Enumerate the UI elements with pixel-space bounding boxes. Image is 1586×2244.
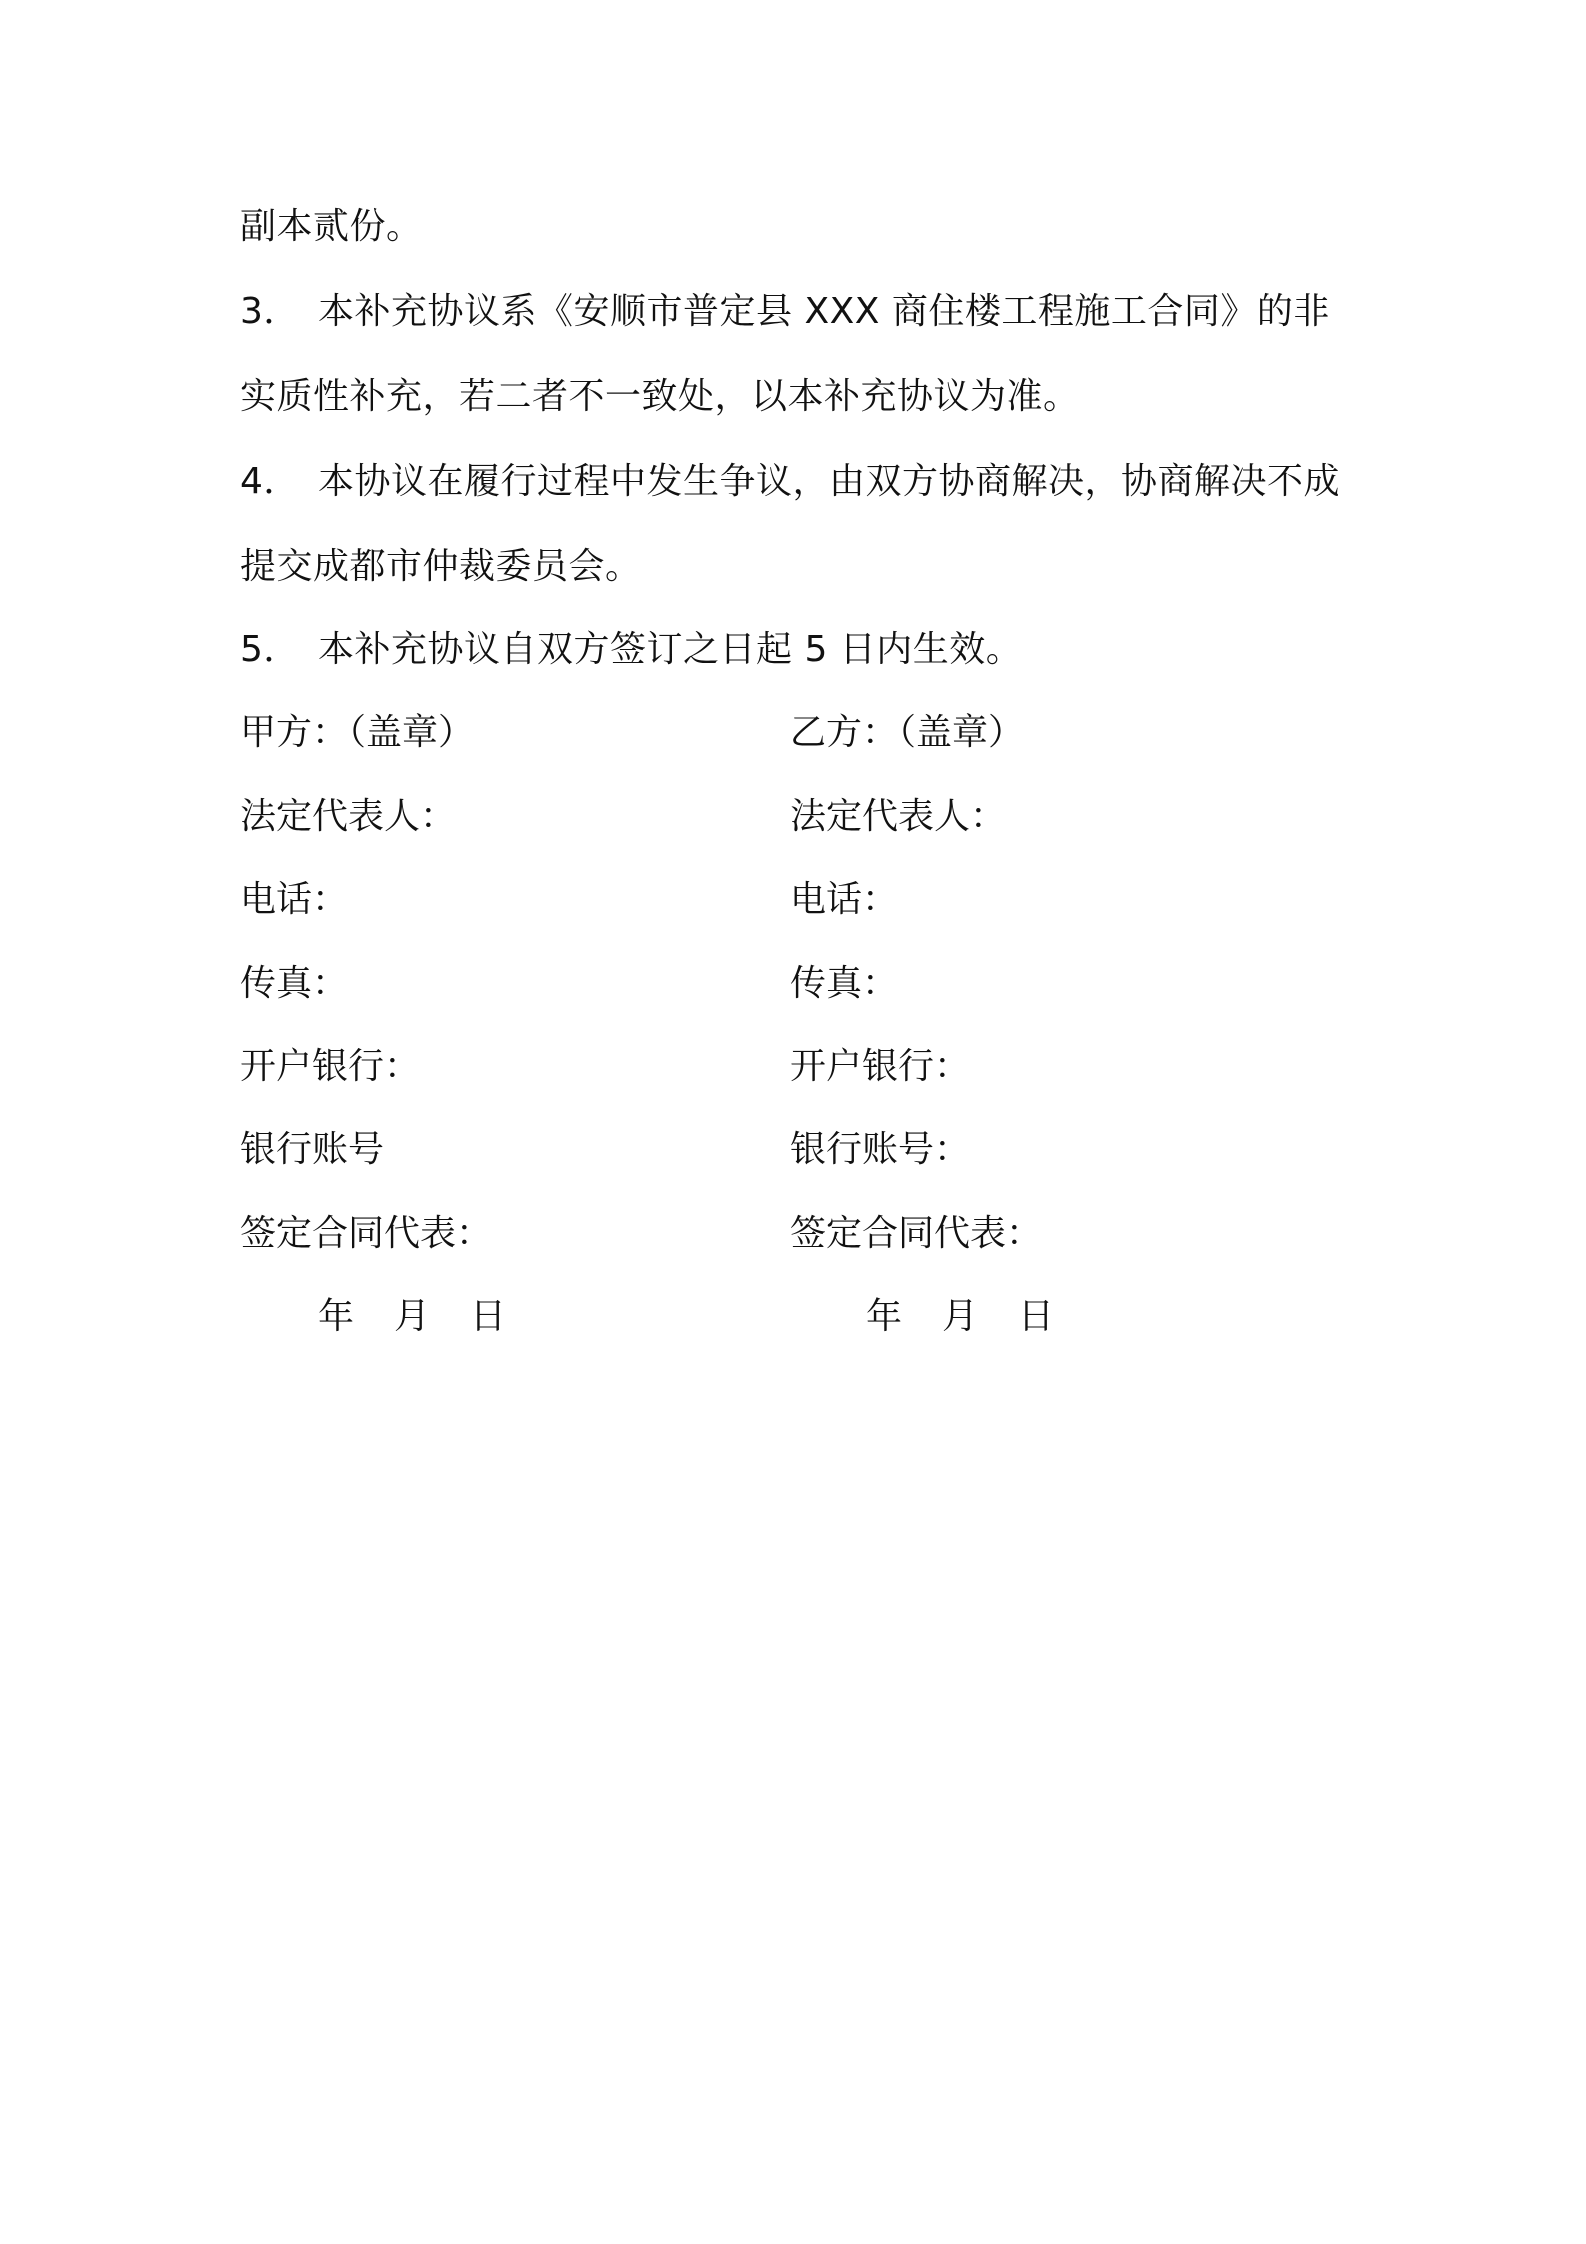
continuation-text: 副本贰份。	[240, 206, 423, 247]
signature-row-bank	[240, 1045, 1346, 1089]
party-a-date-day: 日	[470, 1296, 507, 1337]
party-a-account-label: 银行账号	[240, 1129, 385, 1170]
party-a-date-year: 年	[318, 1296, 355, 1337]
party-a-fax-label: 传真：	[240, 963, 349, 1004]
clause-4-text-1: 本协议在履行过程中发生争议，由双方协商解决，协商解决不成	[318, 461, 1341, 502]
party-b-signer-label: 签定合同代表：	[790, 1213, 1043, 1254]
signature-row-account	[240, 1128, 1346, 1172]
signature-row-legal-rep	[240, 795, 1346, 839]
party-a-signer-label: 签定合同代表：	[240, 1213, 493, 1254]
clause-3-line-2	[240, 375, 1080, 419]
party-b-date	[866, 1295, 1094, 1339]
clause-3-line-1	[240, 290, 1330, 334]
clause-3-text-1: 本补充协议系《安顺市普定县 XXX 商住楼工程施工合同》的非	[318, 291, 1330, 332]
party-b-phone-label: 电话：	[790, 879, 899, 920]
clause-4-text-2: 提交成都市仲裁委员会。	[240, 546, 642, 587]
party-a-date-month: 月	[394, 1296, 431, 1337]
party-b-fax-label: 传真：	[790, 963, 899, 1004]
clause-5-text-1: 本补充协议自双方签订之日起 5 日内生效。	[318, 629, 1023, 670]
clause-5-line-1	[240, 628, 1022, 672]
party-b-account-label: 银行账号：	[790, 1129, 971, 1170]
signature-row-fax	[240, 962, 1346, 1006]
party-a-phone-label: 电话：	[240, 879, 349, 920]
clause-4-number: 4．	[240, 461, 300, 502]
continuation-line	[240, 205, 423, 249]
party-a-legal-rep-label: 法定代表人：	[240, 796, 457, 837]
signature-row-signer	[240, 1212, 1346, 1256]
party-b-bank-label: 开户银行：	[790, 1046, 971, 1087]
party-b-seal-label: 乙方：（盖章）	[790, 712, 1025, 753]
clause-3-text-2: 实质性补充，若二者不一致处，以本补充协议为准。	[240, 376, 1080, 417]
clause-4-line-1	[240, 460, 1340, 504]
signature-row-date	[240, 1295, 1346, 1339]
signature-row-phone	[240, 878, 1346, 922]
party-b-legal-rep-label: 法定代表人：	[790, 796, 1007, 837]
signature-row-seal	[240, 711, 1346, 755]
clause-4-line-2	[240, 545, 642, 589]
party-b-date-day: 日	[1018, 1296, 1055, 1337]
clause-3-number: 3．	[240, 291, 300, 332]
party-b-date-month: 月	[942, 1296, 979, 1337]
party-a-date	[318, 1295, 546, 1339]
party-a-bank-label: 开户银行：	[240, 1046, 421, 1087]
clause-5-number: 5．	[240, 629, 300, 670]
party-b-date-year: 年	[866, 1296, 903, 1337]
party-a-seal-label: 甲方：（盖章）	[240, 712, 475, 753]
